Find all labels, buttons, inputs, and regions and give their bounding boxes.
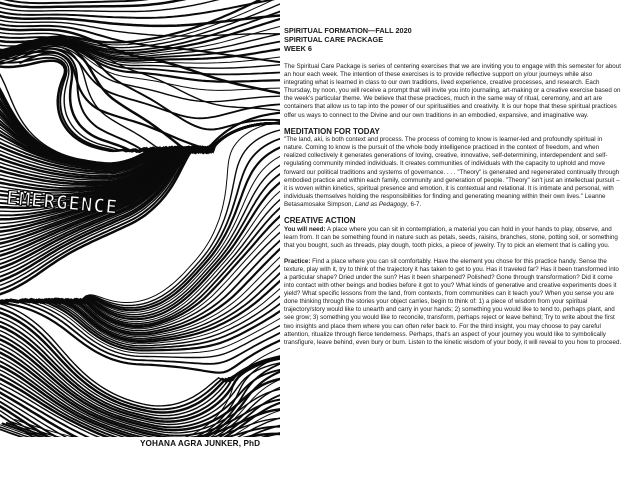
practice-label: Practice: bbox=[284, 257, 311, 265]
you-will-need-paragraph bbox=[284, 226, 622, 250]
practice-text: Find a place where you can sit comfortably. Have the element you chose for this practice handy. Sense the texture, play with it, try to think of the trajectory it has taken to get to you. Has it traveled far? Has it been transformed into a particular shape? Dried under the sun? Has it been sharpened? Polished? Gone through transformation? Did it come into contact with other beings and bodies before it got to you? What kinds of generative and creative experiments does it yield? What specific lessons from the land, from contexts, from communities can it teach you? When you sense you are done thinking through the stories your object carries, begin to think of: 1) a piece of wisdom from your spiritual trajectory/story would like to unearth and carry in your hands; 2) something you would like to tend to, perhaps plant, and see grow; 3) something you would like to reconcile, transform, perhaps reject or leave behind; Try to write about the first two insights and place them where you can often refer back to. For the third insight, you may choose to pay careful attention, ritualize through fierce tenderness. Perhaps, that's an aspect of your journey you would like to symbolically transfigure, leave behind, even bury or burn. Listen to the kinetic wisdom of your body, it will reveal to you how to proceed. bbox=[284, 257, 622, 346]
meditation-quote bbox=[284, 136, 622, 209]
artist-credit: YOHANA AGRA JUNKER, PhD bbox=[140, 439, 261, 448]
text-column bbox=[284, 26, 622, 347]
artwork-caption: EMERGENCE bbox=[5, 187, 120, 219]
artwork-panel bbox=[0, 0, 280, 437]
meditation-title: MEDITATION FOR TODAY bbox=[284, 126, 380, 136]
creative-action-title: CREATIVE ACTION bbox=[284, 216, 356, 225]
intro-paragraph: The Spiritual Care Package is series of centering exercises that we are inviting you to engage with this semester for about an hour each week. The intention of these exercises is to provide reflective support on y/our journeys while also integrating what is learned in class to our own traditions, lived experience, creative processes, and research. Each Thursday, by noon, you will receive a prompt that will invite you into journaling, art-making or a creative exercise based on the week's particular theme. We believe that these practices, much in the same way of ritual, ceremony, and art are containers that allow us to tap into the power of our spiritualities and creativity. It is our hope that these spiritual practices offer us ways to connect to the Divine and our own traditions in an embodied, expansive, and imaginative way. bbox=[284, 63, 621, 119]
need-label: You will need: bbox=[284, 225, 326, 233]
quote-source-pages: , 6-7. bbox=[407, 200, 422, 208]
flowing-lines-artwork bbox=[0, 0, 280, 437]
header-line-3: WEEK 6 bbox=[284, 44, 312, 53]
header-line-1: SPIRITUAL FORMATION—FALL 2020 bbox=[284, 26, 412, 35]
quote-text: "The land, aki, is both context and process. The process of coming to know is learner-led and profoundly spiritual in nature. Coming to know is the pursuit of the whole body intelligence practiced in the context of freedom, and when realized collectively it generates generations of loving, creative, innovative, self-determining, interdependent and self-regulating community minded individuals. It creates communities of individuals with the capacity to uphold and move forward our political traditions and systems of governance. . . . "Theory" is generated and regenerated continually through embodied practice and within each family, community and generation of people. "Theory" isn't just an intellectual pursuit – it is woven within kinetics, spiritual presence and emotion, it is contextual and relational. It is intimate and personal, with individuals themselves holding the responsibilities for finding and generating meaning within their own lives." Leanne Betasamosake Simpson, bbox=[284, 136, 620, 208]
header-line-2: SPIRITUAL CARE PACKAGE bbox=[284, 35, 384, 44]
need-text: A place where you can sit in contemplation, a material you can hold in your hands to play, observe, and learn from. It can be something found in nature such as petals, seeds, raisins, branches, stone, potting soil, or something that you bought, such as threads, play dough, tooth picks, a piece of jewelry. Try to pick an element that is calling you. bbox=[284, 225, 618, 249]
quote-source-title: Land as Pedagogy bbox=[354, 200, 408, 208]
practice-paragraph bbox=[284, 258, 622, 347]
